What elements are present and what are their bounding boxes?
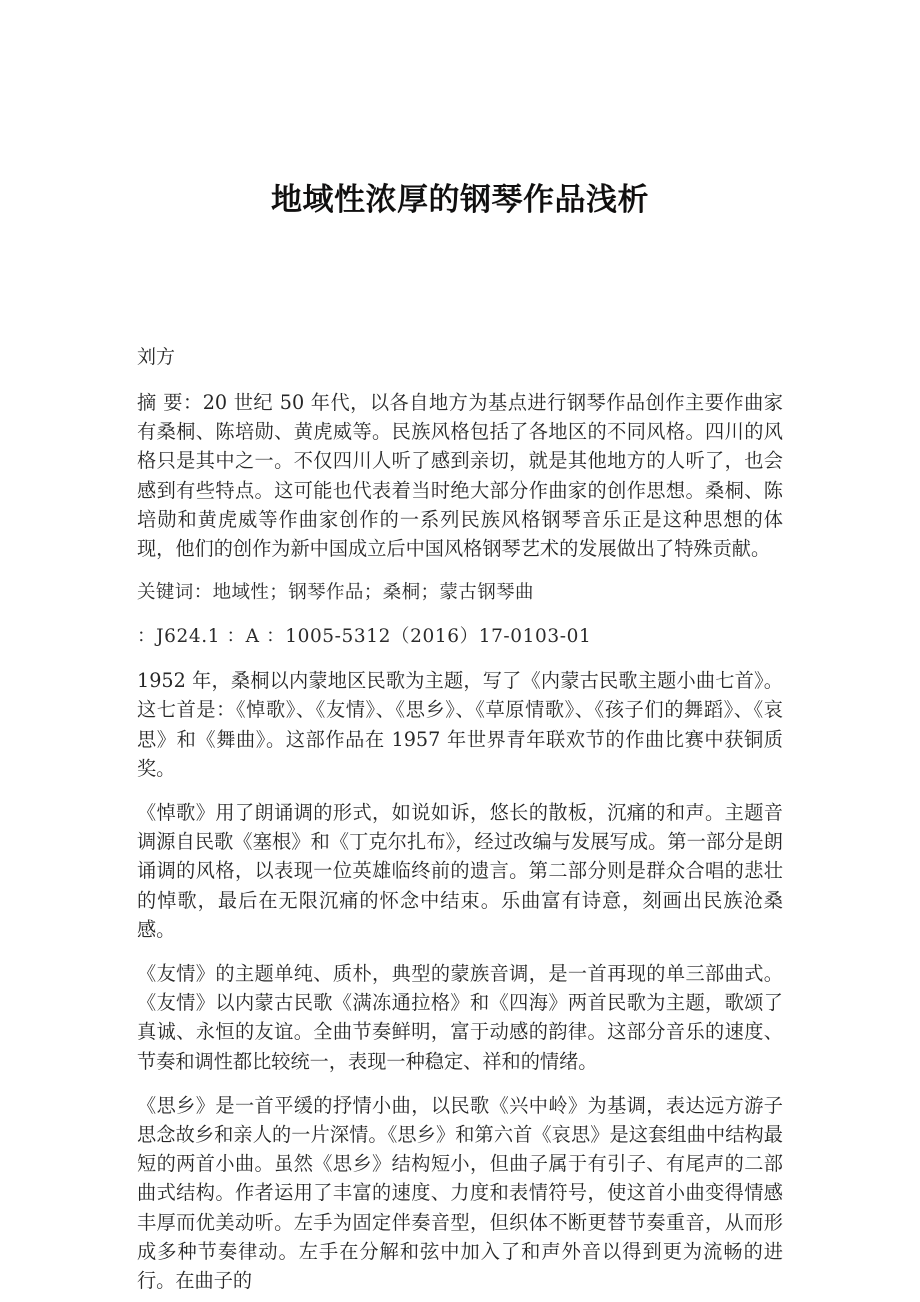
- author-name: 刘方: [137, 346, 176, 368]
- article-body: [137, 343, 783, 1295]
- body-paragraph: 《悼歌》用了朗诵调的形式，如说如诉，悠长的散板，沉痛的和声。主题音调源自民歌《塞根》和《丁克尔扎布》，经过改编与发展写成。第一部分是朗诵调的风格，以表现一位英雄临终前的遗言。第二部分则是群众合唱的悲壮的悼歌，最后在无限沉痛的怀念中结束。乐曲富有诗意，刻画出民族沧桑感。: [137, 801, 783, 941]
- keywords-line: 关键词：地域性；钢琴作品；桑桐；蒙古钢琴曲: [137, 582, 534, 604]
- body-paragraph: 1952 年，桑桐以内蒙地区民歌为主题，写了《内蒙古民歌主题小曲七首》。这七首是：《悼歌》、《友情》、《思乡》、《草原情歌》、《孩子们的舞蹈》、《哀思》和《舞曲》。这部作品在 1957 年世界青年联欢节的作曲比赛中获铜质奖。: [137, 669, 783, 780]
- abstract-paragraph: 摘 要：20 世纪 50 年代，以各自地方为基点进行钢琴作品创作主要作曲家有桑桐、陈培勋、黄虎威等。民族风格包括了各地区的不同风格。四川的风格只是其中之一。不仅四川人听了感到亲切，就是其他地方的人听了，也会感到有些特点。这可能也代表着当时绝大部分作曲家的创作思想。桑桐、陈培勋和黄虎威等作曲家创作的一系列民族风格钢琴音乐正是这种思想的体现，他们的创作为新中国成立后中国风格钢琴艺术的发展做出了特殊贡献。: [137, 391, 783, 561]
- page-title: 地域性浓厚的钢琴作品浅析: [271, 182, 649, 218]
- body-paragraph: 《友情》的主题单纯、质朴，典型的蒙族音调，是一首再现的单三部曲式。《友情》以内蒙古民歌《满冻通拉格》和《四海》两首民歌为主题，歌颂了真诚、永恒的友谊。全曲节奏鲜明，富于动感的韵律。这部分音乐的速度、节奏和调性都比较统一，表现一种稳定、祥和的情绪。: [137, 962, 783, 1073]
- body-paragraph: 《思乡》是一首平缓的抒情小曲，以民歌《兴中岭》为基调，表达远方游子思念故乡和亲人的一片深情。《思乡》和第六首《哀思》是这套组曲中结构最短的两首小曲。虽然《思乡》结构短小，但曲子属于有引子、有尾声的二部曲式结构。作者运用了丰富的速度、力度和表情符号，使这首小曲变得情感丰厚而优美动听。左手为固定伴奏音型，但织体不断更替节奏重音，从而形成多种节奏律动。左手在分解和弦中加入了和声外音以得到更为流畅的进行。在曲子的: [137, 1093, 783, 1293]
- classification-and-article-id-line: ：J624.1 ：A ：1005-5312（2016）17-0103-01: [137, 626, 592, 648]
